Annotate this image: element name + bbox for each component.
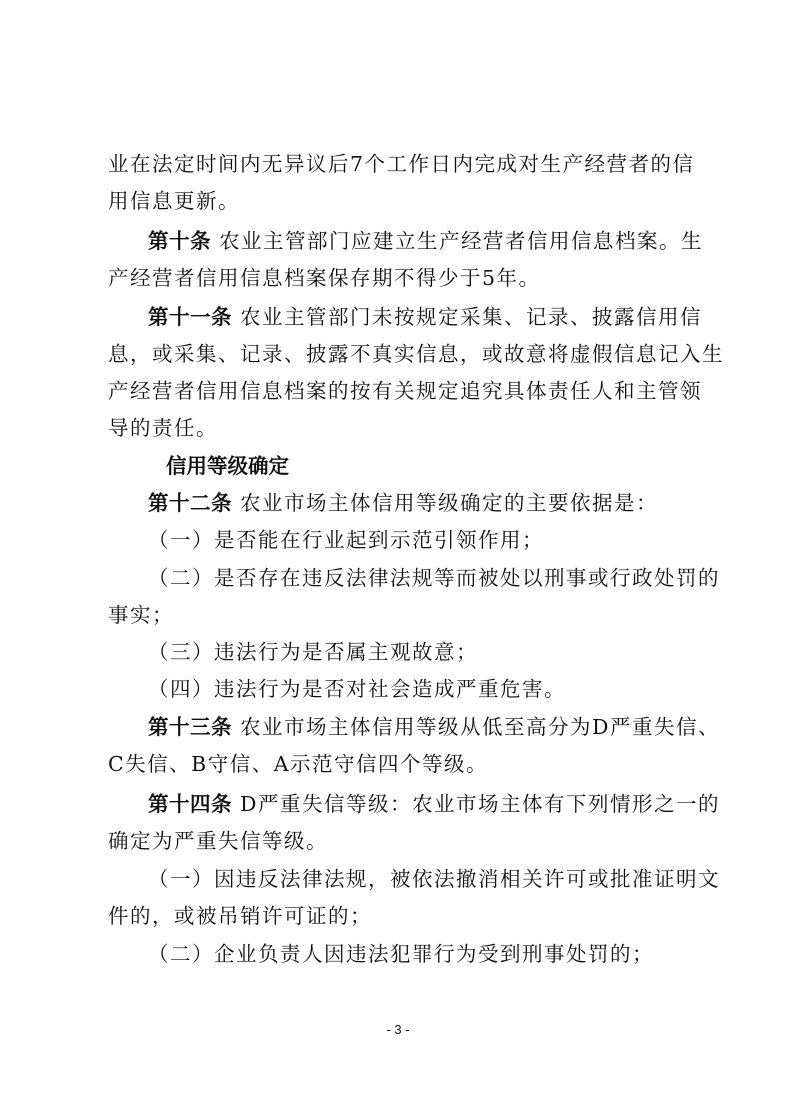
line-text: 息，或采集、记录、披露不真实信息，或故意将虚假信息记入生 (108, 342, 724, 366)
line-text: 业在法定时间内无异议后7个工作日内完成对生产经营者的信 (108, 152, 695, 176)
article-14 (148, 789, 748, 819)
body-line (108, 376, 708, 406)
article-label: 第十一条 (148, 305, 232, 329)
line-text: （一）是否能在行业起到示范引领作用； (148, 528, 544, 552)
body-line (108, 600, 708, 630)
line-text: （三）违法行为是否属主观故意； (148, 640, 478, 664)
line-text: C失信、B守信、A示范守信四个等级。 (108, 752, 489, 776)
line-text: （四）违法行为是否对社会造成严重危害。 (148, 677, 566, 701)
body-line (108, 149, 708, 179)
line-text: 用信息更新。 (108, 189, 240, 213)
list-item (148, 563, 748, 593)
list-item (148, 525, 748, 555)
body-line (108, 339, 724, 369)
body-line (108, 186, 708, 216)
line-text: （一）因违反法律法规，被依法撤消相关许可或批准证明文 (148, 867, 720, 891)
article-12 (148, 488, 748, 518)
body-line (108, 263, 708, 293)
article-label: 第十三条 (148, 715, 232, 739)
line-text: 农业市场主体信用等级从低至高分为D严重失信、 (240, 715, 720, 739)
article-label: 第十四条 (148, 792, 232, 816)
list-item (148, 939, 748, 969)
line-text: 农业主管部门应建立生产经营者信用信息档案。生 (219, 229, 704, 253)
article-10 (148, 226, 748, 256)
line-text: 农业市场主体信用等级确定的主要依据是： (240, 491, 659, 515)
list-item (148, 674, 748, 704)
line-text: 产经营者信用信息档案的按有关规定追究具体责任人和主管领 (108, 379, 702, 403)
article-13 (148, 712, 748, 742)
page-number: - 3 - (386, 1022, 410, 1037)
line-text: 事实； (108, 603, 174, 627)
line-text: 导的责任。 (108, 416, 218, 440)
body-line (108, 826, 708, 856)
line-text: 确定为严重失信等级。 (108, 829, 328, 853)
article-label: 第十二条 (148, 491, 232, 515)
line-text: 产经营者信用信息档案保存期不得少于5年。 (108, 266, 541, 290)
article-11 (148, 302, 748, 332)
line-text: D严重失信等级：农业市场主体有下列情形之一的 (240, 792, 720, 816)
section-heading: 信用等级确定 (166, 454, 289, 478)
list-item (148, 864, 748, 894)
body-line (108, 901, 708, 931)
article-label: 第十条 (148, 229, 211, 253)
line-text: （二）是否存在违反法律法规等而被处以刑事或行政处罚的 (148, 566, 720, 590)
line-text: （二）企业负责人因违法犯罪行为受到刑事处罚的； (148, 942, 654, 966)
list-item (148, 637, 748, 667)
line-text: 农业主管部门未按规定采集、记录、披露信用信 (240, 305, 703, 329)
body-line (108, 413, 708, 443)
line-text: 件的，或被吊销许可证的； (108, 904, 372, 928)
body-line (108, 749, 708, 779)
